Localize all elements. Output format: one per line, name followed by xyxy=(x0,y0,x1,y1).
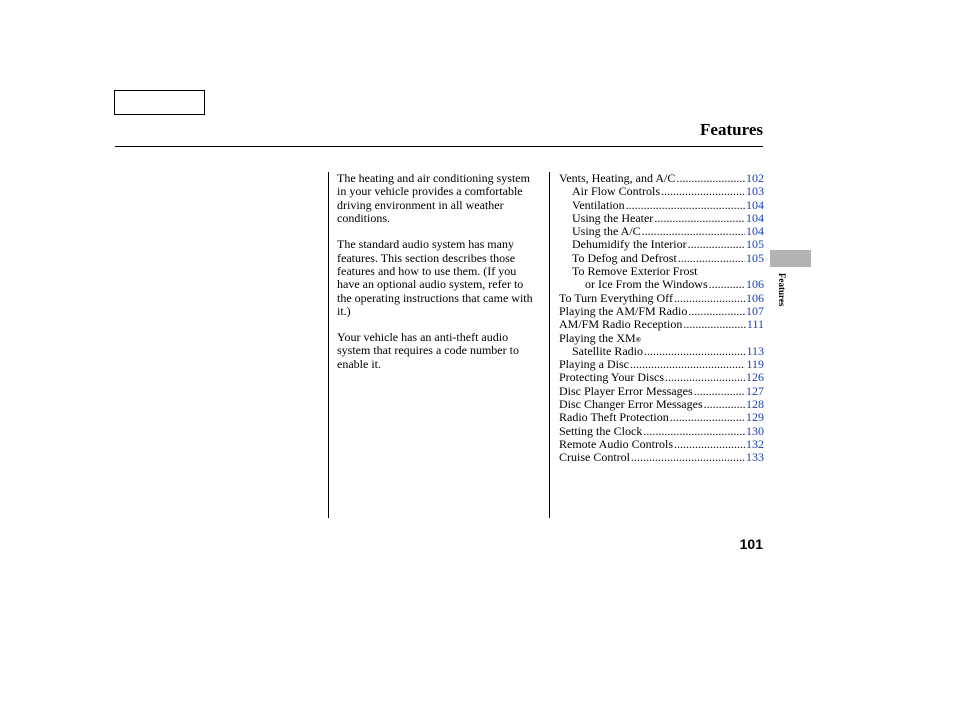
toc-entry-label: Playing a Disc xyxy=(559,357,629,372)
section-tab[interactable] xyxy=(770,250,811,267)
toc-entry-label: or Ice From the Windows xyxy=(585,277,708,292)
toc-entry-label: Using the Heater xyxy=(572,210,654,225)
toc-page-link[interactable]: 105 xyxy=(746,250,764,265)
toc-page-link[interactable]: 119 xyxy=(746,357,764,372)
intro-text xyxy=(337,172,537,384)
toc-page-link[interactable]: 104 xyxy=(746,197,764,212)
left-column-divider xyxy=(328,172,329,518)
toc-entry-label: To Remove Exterior Frost xyxy=(572,264,698,279)
toc-leader-dots xyxy=(661,185,745,198)
toc-entry[interactable] xyxy=(559,451,764,464)
toc-entry-label: Playing the XM xyxy=(559,330,636,345)
toc-entry[interactable] xyxy=(559,278,764,291)
toc-page-link[interactable]: 106 xyxy=(746,290,764,305)
toc-leader-dots xyxy=(674,438,745,451)
toc-leader-dots xyxy=(678,252,745,265)
toc-leader-dots xyxy=(654,212,745,225)
toc-entry-label: Using the A/C xyxy=(572,224,641,239)
toc-entry-label: Dehumidify the Interior xyxy=(572,237,687,252)
toc-leader-dots xyxy=(683,318,746,331)
toc-entry-label: To Defog and Defrost xyxy=(572,250,677,265)
toc-page-link[interactable]: 105 xyxy=(746,237,764,252)
toc-page-link[interactable]: 127 xyxy=(746,383,764,398)
toc-entry-label: Disc Player Error Messages xyxy=(559,383,693,398)
toc-leader-dots xyxy=(642,225,745,238)
toc-leader-dots xyxy=(709,278,745,291)
toc-leader-dots xyxy=(688,238,745,251)
toc-entry-label: Cruise Control xyxy=(559,450,630,465)
toc-leader-dots xyxy=(626,199,745,212)
navigation-box xyxy=(114,90,205,115)
toc-entry[interactable] xyxy=(559,172,764,185)
toc-entry[interactable] xyxy=(559,238,764,251)
toc-entry-label: To Turn Everything Off xyxy=(559,290,673,305)
toc-entry[interactable] xyxy=(559,425,764,438)
toc-entry[interactable] xyxy=(559,225,764,238)
registered-mark: ® xyxy=(635,335,641,344)
toc-leader-dots xyxy=(643,425,745,438)
toc-entry-label: Protecting Your Discs xyxy=(559,370,665,385)
toc-entry-label: Vents, Heating, and A/C xyxy=(559,171,676,185)
toc-entry xyxy=(559,265,764,278)
toc-entry[interactable] xyxy=(559,292,764,305)
intro-paragraph: The standard audio system has many features. This section describes those features and how to use them. (If you have an optional audio system, refer to the operating instructions that came with it.) xyxy=(337,237,533,319)
toc-entry-label: Disc Changer Error Messages xyxy=(559,397,703,412)
intro-paragraph: Your vehicle has an anti-theft audio system that requires a code number to enable it. xyxy=(337,330,519,371)
toc-leader-dots xyxy=(631,451,745,464)
toc-entry[interactable] xyxy=(559,318,764,331)
toc-page-link[interactable]: 113 xyxy=(746,343,764,358)
toc-entry-label: Playing the AM/FM Radio xyxy=(559,303,688,318)
header-rule xyxy=(115,146,763,147)
toc-entry-label: Setting the Clock xyxy=(559,423,643,438)
toc-entry-label: Remote Audio Controls xyxy=(559,436,673,451)
toc-leader-dots xyxy=(676,172,745,185)
toc-page-link[interactable]: 106 xyxy=(746,277,764,292)
toc-leader-dots xyxy=(665,371,745,384)
toc-page-link[interactable]: 130 xyxy=(746,423,764,438)
toc-page-link[interactable]: 126 xyxy=(746,370,764,385)
intro-paragraph: The heating and air conditioning system in your vehicle provides a comfortable driving environment in all weather conditions. xyxy=(337,171,530,226)
toc-entry[interactable] xyxy=(559,371,764,384)
toc-page-link[interactable]: 104 xyxy=(746,224,764,239)
toc-page-link[interactable]: 102 xyxy=(746,171,764,185)
table-of-contents xyxy=(559,172,764,465)
middle-column-divider xyxy=(549,172,550,518)
toc-entry-label: Radio Theft Protection xyxy=(559,410,669,425)
toc-page-link[interactable]: 107 xyxy=(746,303,764,318)
toc-page-link[interactable]: 129 xyxy=(746,410,764,425)
toc-page-link[interactable]: 111 xyxy=(746,317,764,332)
toc-entry[interactable] xyxy=(559,385,764,398)
toc-leader-dots xyxy=(670,411,745,424)
toc-entry[interactable] xyxy=(559,438,764,451)
toc-entry[interactable] xyxy=(559,411,764,424)
toc-entry[interactable] xyxy=(559,345,764,358)
toc-entry[interactable] xyxy=(559,199,764,212)
page-number: 101 xyxy=(739,536,763,552)
toc-page-link[interactable]: 103 xyxy=(746,184,764,199)
toc-entry-label: Satellite Radio xyxy=(572,343,643,358)
toc-entry[interactable] xyxy=(559,185,764,198)
toc-entry-label: Ventilation xyxy=(572,197,625,212)
section-tab-label: Features xyxy=(777,273,787,307)
toc-leader-dots xyxy=(674,292,745,305)
toc-leader-dots xyxy=(644,345,745,358)
toc-entry-label: Air Flow Controls xyxy=(572,184,661,199)
toc-leader-dots xyxy=(704,398,745,411)
toc-entry[interactable] xyxy=(559,212,764,225)
toc-leader-dots xyxy=(688,305,745,318)
toc-page-link[interactable]: 104 xyxy=(746,210,764,225)
toc-page-link[interactable]: 132 xyxy=(746,436,764,451)
section-title: Features xyxy=(700,120,763,139)
toc-entry[interactable] xyxy=(559,305,764,318)
toc-page-link[interactable]: 133 xyxy=(746,450,764,465)
toc-entry-label: AM/FM Radio Reception xyxy=(559,317,683,332)
toc-entry xyxy=(559,332,764,345)
toc-leader-dots xyxy=(630,358,745,371)
toc-entry[interactable] xyxy=(559,398,764,411)
toc-leader-dots xyxy=(694,385,745,398)
toc-entry[interactable] xyxy=(559,252,764,265)
toc-page-link[interactable]: 128 xyxy=(746,397,764,412)
toc-entry[interactable] xyxy=(559,358,764,371)
